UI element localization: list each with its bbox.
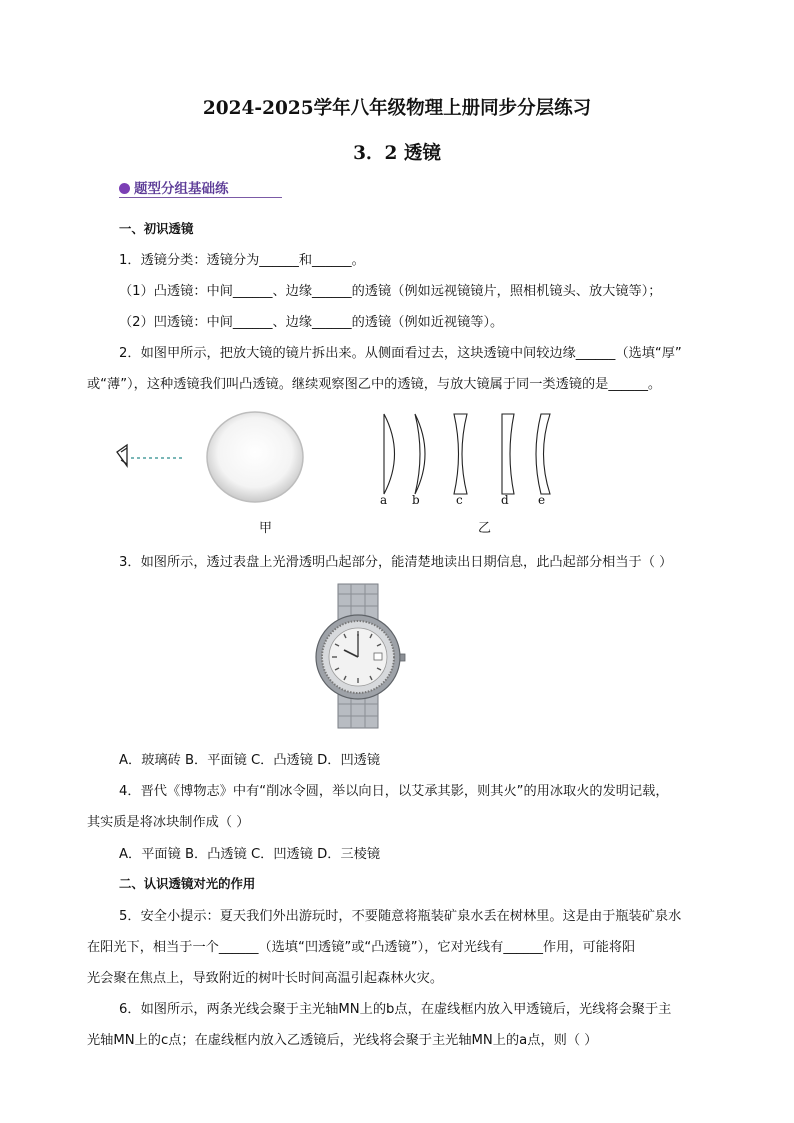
wristwatch-image: [308, 582, 408, 732]
question-3-options: A．玻璃砖 B．平面镜 C．凸透镜 D．凹透镜: [119, 753, 381, 768]
bullet-dot-icon: [119, 183, 130, 194]
lens-label-a: a: [380, 493, 388, 507]
question-5-line-1: 5．安全小提示：夏天我们外出游玩时，不要随意将瓶装矿泉水丢在树林里。这是由于瓶装矿泉水: [119, 909, 682, 924]
question-4-options: A．平面镜 B．凸透镜 C．凹透镜 D．三棱镜: [119, 847, 381, 862]
question-4-line-2: 其实质是将冰块制作成（ ）: [87, 815, 250, 830]
group-tag: [119, 177, 229, 197]
lens-c-biconcave: [454, 414, 467, 494]
question-4-line-1: 4．晋代《博物志》中有“削冰令圆，举以向日，以艾承其影，则其火”的用冰取火的发明记载，: [119, 784, 669, 799]
figure-caption-jia: 甲: [259, 521, 273, 536]
section-heading-2: 二、认识透镜对光的作用: [119, 876, 256, 891]
lens-label-d: d: [501, 493, 509, 507]
question-5-line-2: 在阳光下，相当于一个______（选填“凹透镜”或“凸透镜”），它对光线有______作用，可能将阳: [87, 940, 636, 955]
watch-crown: [400, 654, 405, 661]
question-6-line-2: 光轴MN上的c点；在虚线框内放入乙透镜后，光线将会聚于主光轴MN上的a点，则（ ）: [87, 1033, 598, 1048]
lens-b-meniscus-convex: [415, 414, 425, 494]
group-tag-label: 题型分组基础练: [134, 181, 229, 197]
lens-e-meniscus-concave: [536, 414, 550, 494]
eye-icon: [117, 445, 127, 466]
section-title: 3．2 透镜: [353, 143, 441, 164]
question-1-part-2: （2）凹透镜：中间______、边缘______的透镜（例如近视镜等）。: [119, 315, 504, 330]
lens-label-e: e: [538, 493, 546, 507]
question-5-line-3: 光会聚在焦点上，导致附近的树叶长时间高温引起森林火灾。: [87, 971, 444, 986]
magnifier-lens: [207, 412, 303, 502]
lens-label-b: b: [412, 493, 420, 507]
question-2-line-1: 2．如图甲所示，把放大镜的镜片拆出来。从侧面看过去，这块透镜中间较边缘______（选填“厚”: [119, 346, 682, 361]
lens-a-plano-convex: [384, 414, 395, 494]
figure-caption-yi: 乙: [478, 521, 492, 536]
tag-underline: [119, 197, 282, 198]
question-1-part-1: （1）凸透镜：中间______、边缘______的透镜（例如远视镜镜片，照相机镜头、放大镜等）；: [119, 284, 662, 299]
question-2-line-2: 或“薄”），这种透镜我们叫凸透镜。继续观察图乙中的透镜，与放大镜属于同一类透镜的是______。: [87, 377, 662, 392]
lens-d-plano-concave: [502, 414, 514, 494]
page-title: 2024-2025学年八年级物理上册同步分层练习: [202, 98, 592, 119]
section-heading-1: 一、初识透镜: [119, 221, 194, 236]
question-1: 1．透镜分类：透镜分为______和______。: [119, 253, 365, 268]
question-3: 3．如图所示，透过表盘上光滑透明凸起部分，能清楚地读出日期信息，此凸起部分相当于（ ）: [119, 555, 673, 570]
lens-label-c: c: [456, 493, 463, 507]
question-6-line-1: 6．如图所示，两条光线会聚于主光轴MN上的b点，在虚线框内放入甲透镜后，光线将会聚于主: [119, 1002, 672, 1017]
date-window: [374, 653, 382, 660]
